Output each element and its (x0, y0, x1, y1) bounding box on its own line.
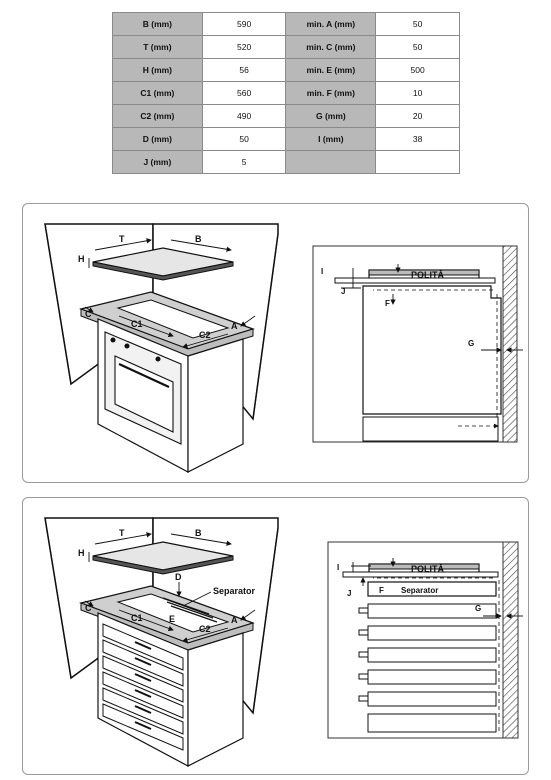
label-A: A (231, 321, 238, 331)
label-C1: C1 (131, 613, 143, 623)
table-label: min. F (mm) (286, 82, 376, 105)
table-label: min. C (mm) (286, 36, 376, 59)
table-value: 590 (202, 13, 286, 36)
table-label: H (mm) (113, 59, 203, 82)
table-row (113, 128, 460, 151)
table-value (376, 151, 460, 174)
table-row (113, 13, 460, 36)
table-value: 50 (202, 128, 286, 151)
wall-hatch (503, 542, 518, 738)
label-C: C (85, 309, 92, 319)
table-value: 500 (376, 59, 460, 82)
label-E: E (169, 614, 176, 624)
label-H: H (78, 548, 85, 558)
table-label: T (mm) (113, 36, 203, 59)
label-C: C (85, 603, 92, 613)
section-label-J: J (347, 589, 352, 598)
section-label-F: F (385, 299, 390, 308)
section-separator-label: Separator (401, 586, 439, 595)
label-C2: C2 (199, 624, 211, 634)
table-value: 490 (202, 105, 286, 128)
separator-label: Separator (213, 586, 256, 596)
label-B: B (195, 234, 202, 244)
section-label-G: G (475, 604, 482, 613)
section-label-I: I (321, 267, 324, 276)
label-D: D (175, 572, 182, 582)
section-label-I: I (337, 563, 340, 572)
table-label: C2 (mm) (113, 105, 203, 128)
table-value: 10 (376, 82, 460, 105)
table-label: C1 (mm) (113, 82, 203, 105)
section-label-J: J (341, 287, 346, 296)
wall-hatch (503, 246, 517, 442)
table-label: D (mm) (113, 128, 203, 151)
table-label: min. E (mm) (286, 59, 376, 82)
label-T: T (119, 234, 125, 244)
label-H: H (78, 254, 85, 264)
table-value: 5 (202, 151, 286, 174)
table-value: 520 (202, 36, 286, 59)
oven-installation-diagram (23, 204, 530, 484)
table-row (113, 36, 460, 59)
table-value: 50 (376, 36, 460, 59)
label-B: B (195, 528, 202, 538)
polita-label: POLITĂ (411, 564, 444, 574)
dimension-table (112, 12, 460, 174)
table-label: min. A (mm) (286, 13, 376, 36)
polita-label: POLITĂ (411, 270, 444, 280)
table-value: 20 (376, 105, 460, 128)
label-C1: C1 (131, 319, 143, 329)
table-label: G (mm) (286, 105, 376, 128)
section-label-F: F (379, 586, 384, 595)
table-value: 38 (376, 128, 460, 151)
table-row (113, 59, 460, 82)
table-row (113, 151, 460, 174)
table-value: 56 (202, 59, 286, 82)
table-label: J (mm) (113, 151, 203, 174)
section-view (313, 246, 523, 442)
drawer-installation-panel (22, 497, 529, 775)
table-value: 50 (376, 13, 460, 36)
label-A: A (231, 615, 238, 625)
table-label: I (mm) (286, 128, 376, 151)
table-row (113, 82, 460, 105)
section-view (328, 542, 523, 738)
label-C2: C2 (199, 330, 211, 340)
section-label-G: G (468, 339, 475, 348)
oven-installation-panel (22, 203, 529, 483)
table-row (113, 105, 460, 128)
drawer-installation-diagram (23, 498, 530, 776)
table-label: B (mm) (113, 13, 203, 36)
label-T: T (119, 528, 125, 538)
table-label (286, 151, 376, 174)
table-value: 560 (202, 82, 286, 105)
